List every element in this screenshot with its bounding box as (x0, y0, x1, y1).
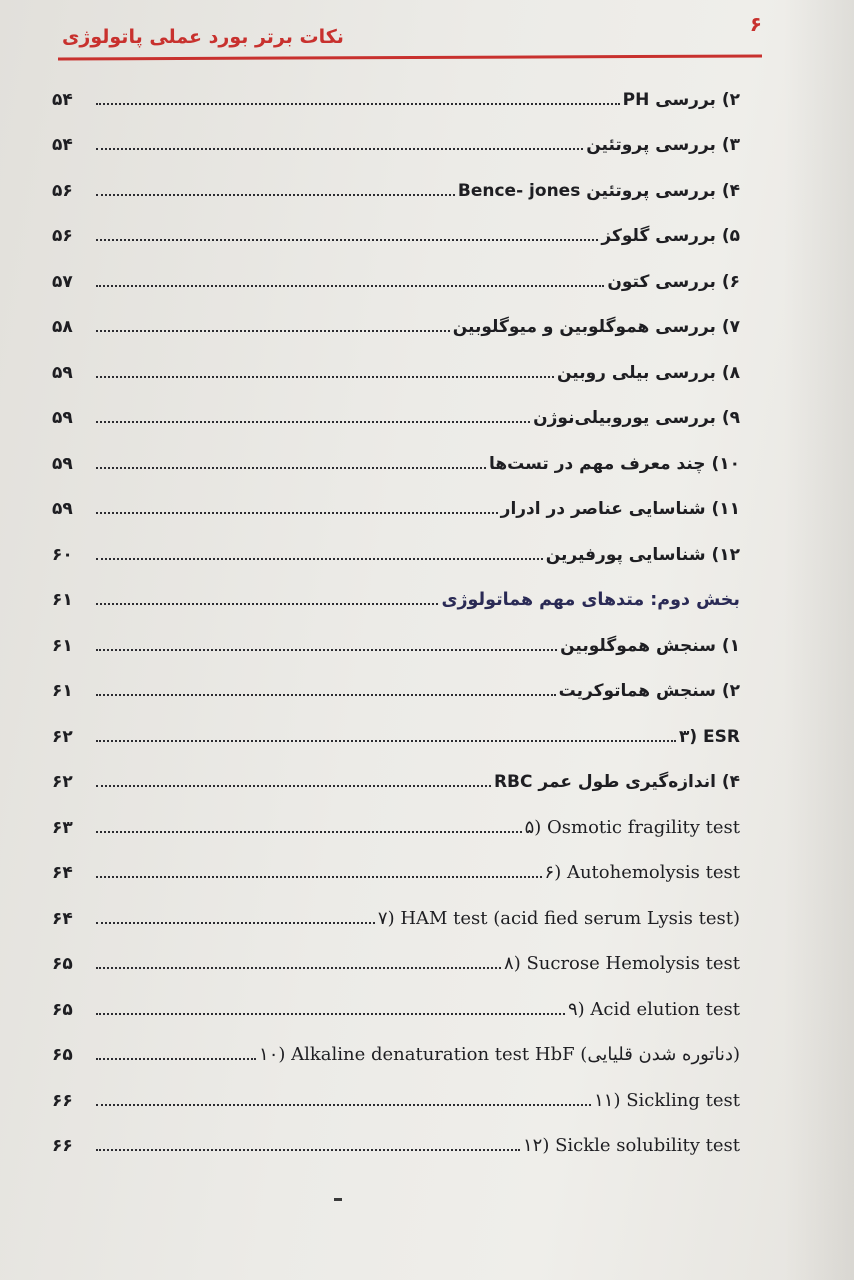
toc-entry (52, 159, 740, 205)
page-edge-shadow (784, 0, 854, 1280)
toc-entry-title: ۹) بررسی یوروبیلی‌نوژن (533, 408, 740, 428)
toc-entry-title: ۳) ESR (678, 726, 740, 747)
toc-entry (52, 705, 740, 751)
dot-leader (96, 739, 676, 742)
dot-leader (96, 329, 450, 332)
dot-leader (96, 102, 620, 105)
toc-entry-title: ۵) بررسی گلوکز (601, 226, 740, 246)
dot-leader (96, 966, 501, 969)
dot-leader (96, 284, 604, 287)
toc-entry-title: ۲) بررسی PH (622, 89, 740, 110)
dot-leader (96, 147, 583, 150)
toc-entry (52, 205, 740, 251)
running-header-title: نکات برتر بورد عملی پاتولوژی (62, 26, 344, 48)
toc-entry-title: ۱۲) Sickle solubility test (523, 1135, 740, 1156)
toc-entry-page-number: ۶۳ (52, 817, 73, 838)
toc-entry-page-number: ۶۱ (52, 590, 73, 610)
toc-entry (52, 1115, 740, 1161)
dot-leader (96, 648, 557, 651)
toc-entry (52, 387, 740, 433)
toc-entry (52, 660, 740, 706)
toc-entry-title: ۲) سنجش هماتوکریت (558, 681, 740, 701)
toc-entry-page-number: ۶۴ (52, 863, 73, 883)
toc-entry-page-number: ۶۶ (52, 1090, 73, 1111)
toc-entry-title: ۱۱) Sickling test (594, 1089, 740, 1111)
toc-entry-page-number: ۶۱ (52, 681, 73, 701)
toc-entry (52, 432, 740, 478)
bottom-mark (334, 1198, 342, 1201)
toc-entry-title: ۶) بررسی کتون (607, 271, 740, 292)
toc-entry-page-number: ۵۹ (52, 453, 73, 474)
toc-entry-page-number: ۵۶ (52, 180, 73, 201)
toc-entry-title: ۱۱) شناسایی عناصر در ادرار (500, 499, 740, 519)
dot-leader (96, 1057, 256, 1060)
page-number: ۶ (749, 12, 762, 36)
toc-entry (52, 523, 740, 569)
toc-entry-title: ۱) سنجش هموگلوبین (560, 635, 740, 656)
dot-leader (96, 1012, 565, 1015)
toc-entry (52, 978, 740, 1024)
toc-entry-title: ۶) Autohemolysis test (544, 862, 740, 883)
toc-entry (52, 1024, 740, 1070)
toc-entry-title: ۴) اندازه‌گیری طول عمر RBC (493, 772, 740, 792)
dot-leader (96, 557, 543, 560)
toc-entry-title: ۴) بررسی پروتئین Bence- jones (457, 180, 740, 201)
toc-entry-page-number: ۶۵ (52, 954, 73, 974)
table-of-contents (52, 68, 740, 1160)
toc-entry-title: ۱۲) شناسایی پورفیرین (545, 544, 740, 565)
dot-leader (96, 511, 498, 514)
toc-entry-page-number: ۵۴ (52, 89, 73, 110)
toc-entry-page-number: ۵۹ (52, 362, 73, 383)
toc-entry-title: بخش دوم: متدهای مهم هماتولوژی (441, 590, 740, 610)
dot-leader (96, 875, 542, 878)
toc-entry (52, 796, 740, 842)
toc-entry-page-number: ۶۲ (52, 726, 73, 747)
dot-leader (96, 830, 522, 833)
toc-entry (52, 751, 740, 797)
toc-entry-page-number: ۵۸ (52, 317, 73, 337)
toc-entry-page-number: ۵۴ (52, 135, 73, 155)
toc-entry-page-number: ۶۵ (52, 1045, 73, 1065)
dot-leader (96, 466, 486, 469)
toc-entry-title: ۵) Osmotic fragility test (524, 816, 740, 838)
toc-entry-page-number: ۵۹ (52, 499, 73, 519)
toc-entry-page-number: ۵۹ (52, 408, 73, 428)
toc-entry-title: ۹) Acid elution test (568, 998, 740, 1020)
toc-entry-page-number: ۶۶ (52, 1136, 73, 1156)
toc-entry-title: ۷) بررسی هموگلوبین و میوگلوبین (452, 317, 740, 337)
toc-entry-page-number: ۶۵ (52, 999, 73, 1020)
toc-entry-title: ۱۰) چند معرف مهم در تست‌ها (488, 453, 740, 474)
toc-entry-title: ۸) بررسی بیلی روبین (556, 362, 740, 383)
toc-entry (52, 68, 740, 114)
dot-leader (96, 375, 554, 378)
toc-entry (52, 887, 740, 933)
toc-entry (52, 614, 740, 660)
dot-leader (96, 784, 491, 787)
toc-entry-page-number: ۵۶ (52, 226, 73, 246)
toc-entry-title: ۳) بررسی پروتئین (586, 135, 740, 155)
toc-entry (52, 250, 740, 296)
toc-entry (52, 341, 740, 387)
toc-entry (52, 933, 740, 979)
dot-leader (96, 193, 455, 196)
toc-entry-page-number: ۵۷ (52, 271, 73, 292)
toc-entry (52, 478, 740, 524)
dot-leader (96, 420, 530, 423)
toc-section-heading (52, 569, 740, 615)
toc-entry-page-number: ۶۲ (52, 772, 73, 792)
toc-entry (52, 296, 740, 342)
toc-entry (52, 1069, 740, 1115)
dot-leader (96, 1148, 520, 1151)
toc-entry (52, 114, 740, 160)
toc-entry-page-number: ۶۴ (52, 908, 73, 929)
dot-leader (96, 602, 438, 605)
dot-leader (96, 1103, 591, 1106)
dot-leader (96, 238, 598, 241)
toc-entry-title: ۱۰) Alkaline denaturation test HbF (دناتوره شدن قلیایی) (259, 1044, 740, 1065)
dot-leader (96, 921, 375, 924)
toc-entry-page-number: ۶۱ (52, 635, 73, 656)
dot-leader (96, 693, 556, 696)
toc-entry (52, 842, 740, 888)
toc-entry-page-number: ۶۰ (52, 544, 73, 565)
toc-entry-title: ۷) HAM test (acid fied serum Lysis test) (377, 907, 740, 929)
toc-entry-title: ۸) Sucrose Hemolysis test (504, 953, 740, 974)
